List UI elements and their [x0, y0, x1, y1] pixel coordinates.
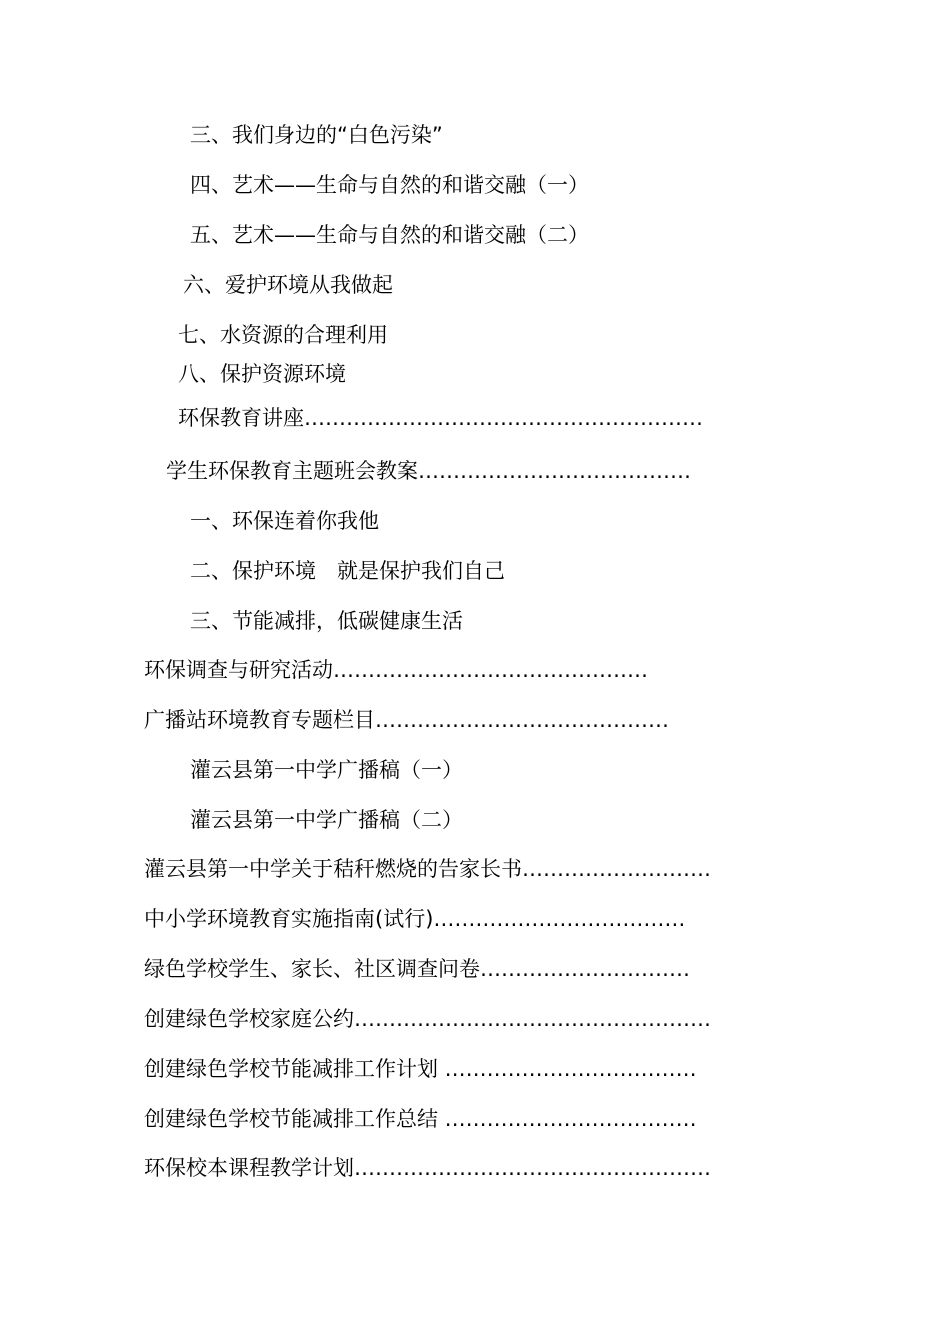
toc-entry-title: 中小学环境教育实施指南(试行)	[144, 907, 434, 931]
toc-entry-title: 七、水资源的合理利用	[178, 323, 388, 347]
toc-entry[interactable]	[190, 221, 589, 249]
toc-entry[interactable]	[178, 360, 346, 388]
toc-entry[interactable]	[144, 706, 669, 734]
toc-entry[interactable]	[178, 404, 703, 432]
toc-entry[interactable]	[144, 855, 711, 883]
toc-leader-dots: …………………………	[480, 957, 690, 981]
toc-entry[interactable]	[144, 656, 648, 684]
toc-entry-title: 环保调查与研究活动	[144, 658, 333, 682]
toc-entry-title: 二、保护环境 就是保护我们自己	[190, 559, 505, 583]
toc-entry[interactable]	[144, 1105, 697, 1133]
toc-entry-title: 环保教育讲座	[178, 406, 304, 430]
toc-entry[interactable]	[190, 806, 463, 834]
toc-leader-dots: ………………………………………	[333, 658, 648, 682]
toc-entry-title: 六、爱护环境从我做起	[183, 273, 393, 297]
toc-entry-title: 灌云县第一中学关于秸秆燃烧的告家长书	[144, 857, 522, 881]
toc-leader-dots: ………………………………	[433, 907, 686, 931]
toc-entry[interactable]	[183, 271, 393, 299]
toc-entry-title: 八、保护资源环境	[178, 362, 346, 386]
toc-entry-title: 一、环保连着你我他	[190, 509, 379, 533]
toc-entry[interactable]	[144, 905, 685, 933]
toc-entry-title: 广播站环境教育专题栏目	[144, 708, 375, 732]
toc-leader-dots: ……………………………………………	[354, 1156, 711, 1180]
toc-leader-dots: ……………………………………	[375, 708, 669, 732]
toc-entry[interactable]	[190, 171, 589, 199]
toc-entry[interactable]	[190, 121, 443, 149]
toc-entry-title: 创建绿色学校节能减排工作计划	[144, 1057, 438, 1081]
toc-entry[interactable]	[144, 1055, 697, 1083]
toc-entry[interactable]	[144, 1005, 711, 1033]
toc-entry[interactable]	[190, 607, 463, 635]
toc-entry-title: 创建绿色学校节能减排工作总结	[144, 1107, 438, 1131]
toc-leader-dots: …………………………………	[418, 459, 691, 483]
toc-entry[interactable]	[190, 557, 505, 585]
toc-leader-dots: ……………………………………………	[354, 1007, 711, 1031]
toc-leader-dots: ………………………………	[438, 1057, 697, 1081]
toc-leader-dots: …………………………………………………	[304, 406, 703, 430]
toc-leader-dots: ………………………………	[438, 1107, 697, 1131]
toc-entry-title: 五、艺术——生命与自然的和谐交融（二）	[190, 223, 589, 247]
toc-entry[interactable]	[144, 955, 690, 983]
toc-entry[interactable]	[190, 756, 463, 784]
toc-entry[interactable]	[178, 321, 388, 349]
toc-entry[interactable]	[190, 507, 379, 535]
toc-entry[interactable]	[166, 457, 691, 485]
toc-entry-title: 绿色学校学生、家长、社区调查问卷	[144, 957, 480, 981]
toc-entry-title: 三、节能减排，低碳健康生活	[190, 609, 463, 633]
toc-entry-title: 灌云县第一中学广播稿（一）	[190, 758, 463, 782]
toc-entry[interactable]	[144, 1154, 711, 1182]
toc-entry-title: 创建绿色学校家庭公约	[144, 1007, 354, 1031]
toc-entry-title: 三、我们身边的“白色污染”	[190, 123, 443, 147]
toc-leader-dots: ………………………	[522, 857, 711, 881]
toc-entry-title: 环保校本课程教学计划	[144, 1156, 354, 1180]
toc-entry-title: 灌云县第一中学广播稿（二）	[190, 808, 463, 832]
toc-entry-title: 四、艺术——生命与自然的和谐交融（一）	[190, 173, 589, 197]
toc-entry-title: 学生环保教育主题班会教案	[166, 459, 418, 483]
